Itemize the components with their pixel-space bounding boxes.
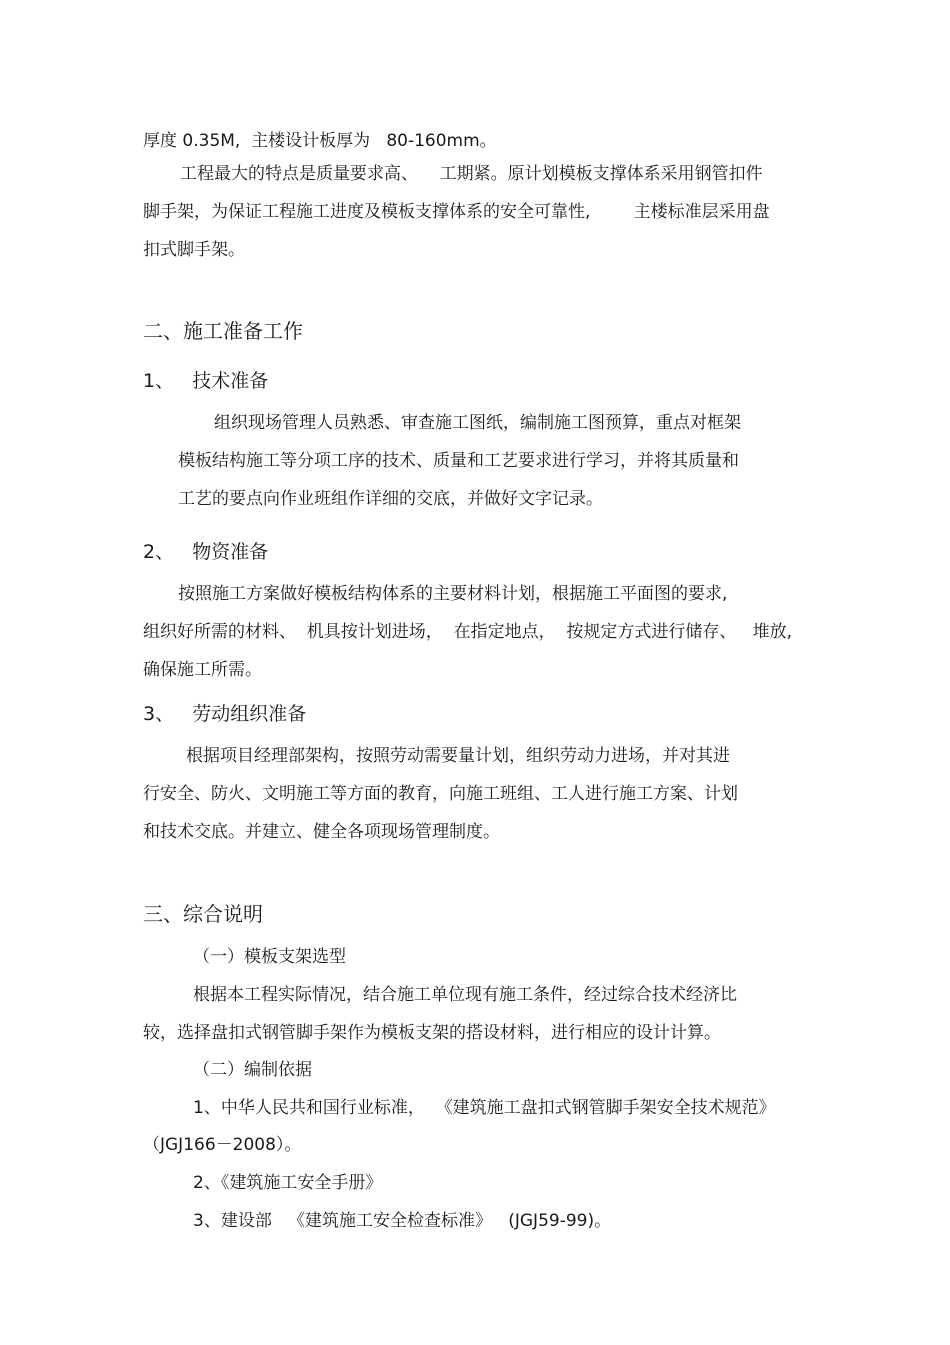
paragraph-line: 组织好所需的材料、 机具按计划进场， 在指定地点， 按规定方式进行储存、 堆放,	[143, 622, 793, 642]
paragraph-line: 确保施工所需。	[143, 660, 262, 680]
paragraph-line: 较，选择盘扣式钢管脚手架作为模板支架的搭设材料，进行相应的设计计算。	[143, 1023, 721, 1043]
subsection-heading: 1、 技术准备	[143, 370, 269, 392]
paragraph-line: 组织现场管理人员熟悉、审查施工图纸，编制施工图预算，重点对框架	[214, 413, 741, 433]
paragraph-line: 和技术交底。并建立、健全各项现场管理制度。	[143, 822, 500, 842]
subsection-heading: 2、 物资准备	[143, 541, 269, 563]
paragraph-line: 行安全、防火、文明施工等方面的教育，向施工班组、工人进行施工方案、计划	[143, 784, 738, 804]
section-heading: 三、综合说明	[143, 902, 263, 926]
subheading: （二）编制依据	[193, 1060, 312, 1080]
paragraph-line: 根据项目经理部架构，按照劳动需要量计划，组织劳动力进场，并对其进	[186, 746, 730, 766]
subsection-heading: 3、 劳动组织准备	[143, 703, 307, 725]
reference-item: 3、建设部 《建筑施工安全检查标准》 (JGJ59-99)。	[193, 1211, 612, 1231]
paragraph-line: 根据本工程实际情况，结合施工单位现有施工条件，经过综合技术经济比	[193, 985, 737, 1005]
paragraph-line: 按照施工方案做好模板结构体系的主要材料计划，根据施工平面图的要求,	[178, 584, 728, 604]
paragraph-line: 脚手架，为保证工程施工进度及模板支撑体系的安全可靠性, 主楼标准层采用盘	[143, 202, 770, 222]
section-heading: 二、施工准备工作	[143, 319, 303, 343]
subheading: （一）模板支架选型	[193, 947, 346, 967]
intro-line: 厚度 0.35M, 主楼设计板厚为 80-160mm。	[143, 131, 497, 151]
reference-item: （JGJ166－2008）。	[143, 1135, 302, 1155]
paragraph-line: 模板结构施工等分项工序的技术、质量和工艺要求进行学习，并将其质量和	[178, 451, 739, 471]
paragraph-line: 工程最大的特点是质量要求高、 工期紧。原计划模板支撑体系采用钢管扣件	[180, 164, 763, 184]
reference-item: 2、《建筑施工安全手册》	[193, 1173, 383, 1193]
paragraph-line: 扣式脚手架。	[143, 240, 245, 260]
reference-item: 1、中华人民共和国行业标准， 《建筑施工盘扣式钢管脚手架安全技术规范》	[193, 1098, 776, 1118]
paragraph-line: 工艺的要点向作业班组作详细的交底，并做好文字记录。	[178, 489, 603, 509]
